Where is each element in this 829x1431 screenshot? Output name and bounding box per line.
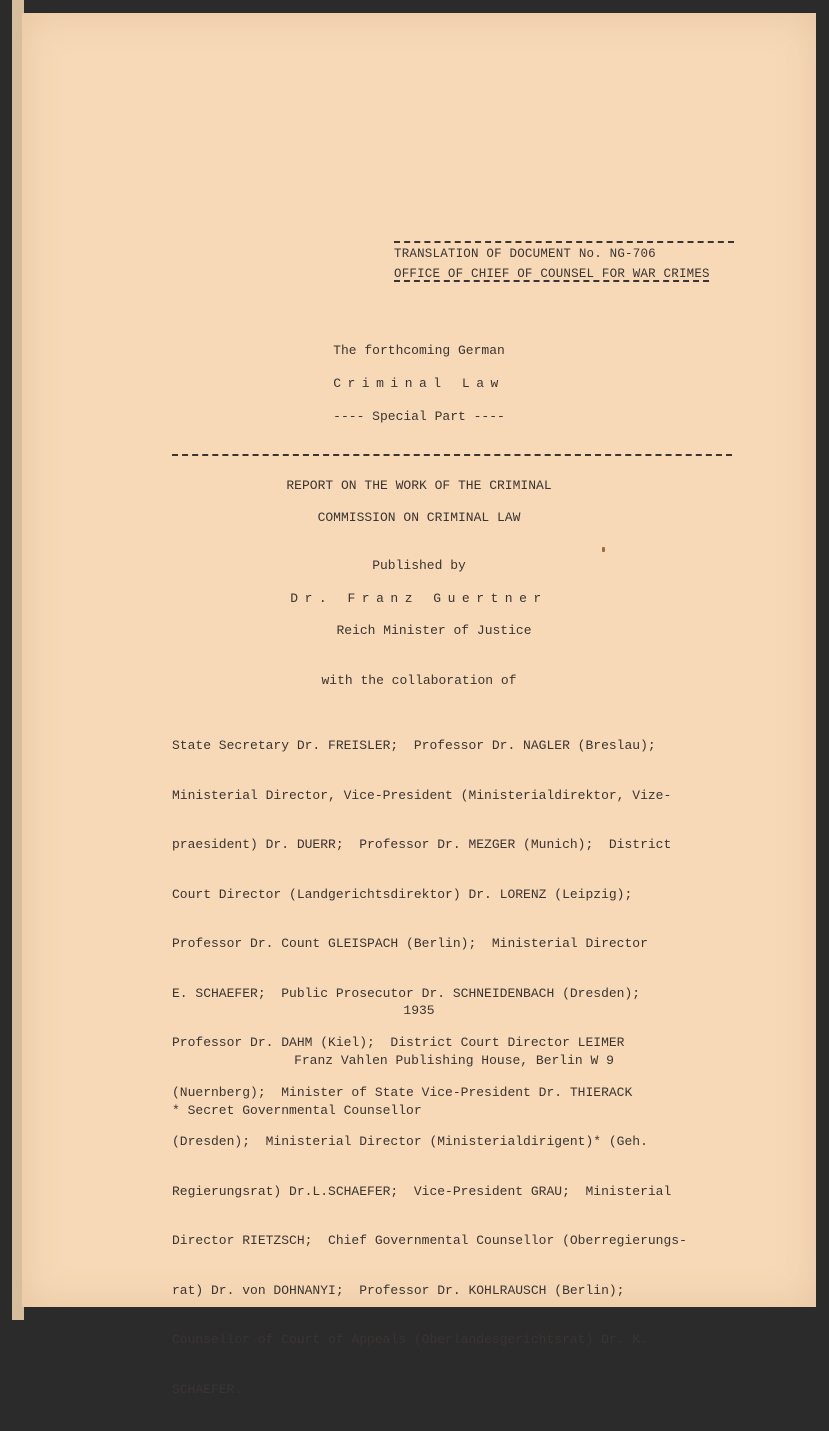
collaborator-line: rat) Dr. von DOHNANYI; Professor Dr. KOHLRAUSCH (Berlin); [172, 1282, 625, 1298]
publication-year: 1935 [403, 1003, 435, 1018]
section-divider [172, 454, 732, 456]
footnote: * Secret Governmental Counsellor [172, 1103, 422, 1118]
collaborator-line: Regierungsrat) Dr.L.SCHAEFER; Vice-President GRAU; Ministerial [172, 1183, 672, 1199]
collaborators-paragraph [172, 705, 732, 1431]
publisher-line: Franz Vahlen Publishing House, Berlin W 9 [294, 1053, 614, 1068]
published-by: Published by [372, 558, 466, 573]
header-line-1: TRANSLATION OF DOCUMENT No. NG-706 [394, 247, 656, 261]
report-line-2: COMMISSION ON CRIMINAL LAW [317, 510, 521, 525]
ink-mark [602, 547, 605, 552]
collaborator-line: Court Director (Landgerichtsdirektor) Dr. LORENZ (Leipzig); [172, 886, 633, 902]
header-top-rule [394, 241, 734, 243]
header-line-2: OFFICE OF CHIEF OF COUNSEL FOR WAR CRIMES [394, 267, 710, 281]
collaborator-line: Professor Dr. Count GLEISPACH (Berlin); Ministerial Director [172, 936, 648, 951]
author-name: Dr. Franz Guertner [290, 591, 548, 606]
report-line-1: REPORT ON THE WORK OF THE CRIMINAL [286, 478, 552, 493]
collaborator-line: (Nuernberg); Minister of State Vice-President Dr. THIERACK [172, 1084, 633, 1100]
collaboration-line: with the collaboration of [321, 673, 517, 688]
collaborator-line: State Secretary Dr. FREISLER; Professor Dr. NAGLER (Breslau); [172, 738, 656, 753]
collaborator-line: (Dresden); Ministerial Director (Ministerialdirigent)* (Geh. [172, 1134, 648, 1149]
collaborator-line: Ministerial Director, Vice-President (Ministerialdirektor, Vize- [172, 787, 672, 803]
collaborator-line: SCHAEFER. [172, 1381, 243, 1397]
collaborator-line: Counsellor of Court of Appeals (Oberlandesgerichtsrat) Dr. K. [172, 1332, 648, 1347]
collaborator-line: E. SCHAEFER; Public Prosecutor Dr. SCHNEIDENBACH (Dresden); [172, 985, 641, 1001]
collaborator-line: praesident) Dr. DUERR; Professor Dr. MEZGER (Munich); District [172, 837, 672, 852]
title-line-3: ---- Special Part ---- [333, 409, 505, 424]
collaborator-line: Professor Dr. DAHM (Kiel); District Court Director LEIMER [172, 1035, 625, 1050]
translation-header [394, 241, 734, 284]
title-line-2: Criminal Law [333, 376, 505, 391]
author-title: Reich Minister of Justice [336, 623, 532, 638]
collaborator-line: Director RIETZSCH; Chief Governmental Counsellor (Oberregierungs- [172, 1233, 687, 1248]
title-line-1: The forthcoming German [333, 343, 505, 358]
document-page [22, 13, 816, 1397]
